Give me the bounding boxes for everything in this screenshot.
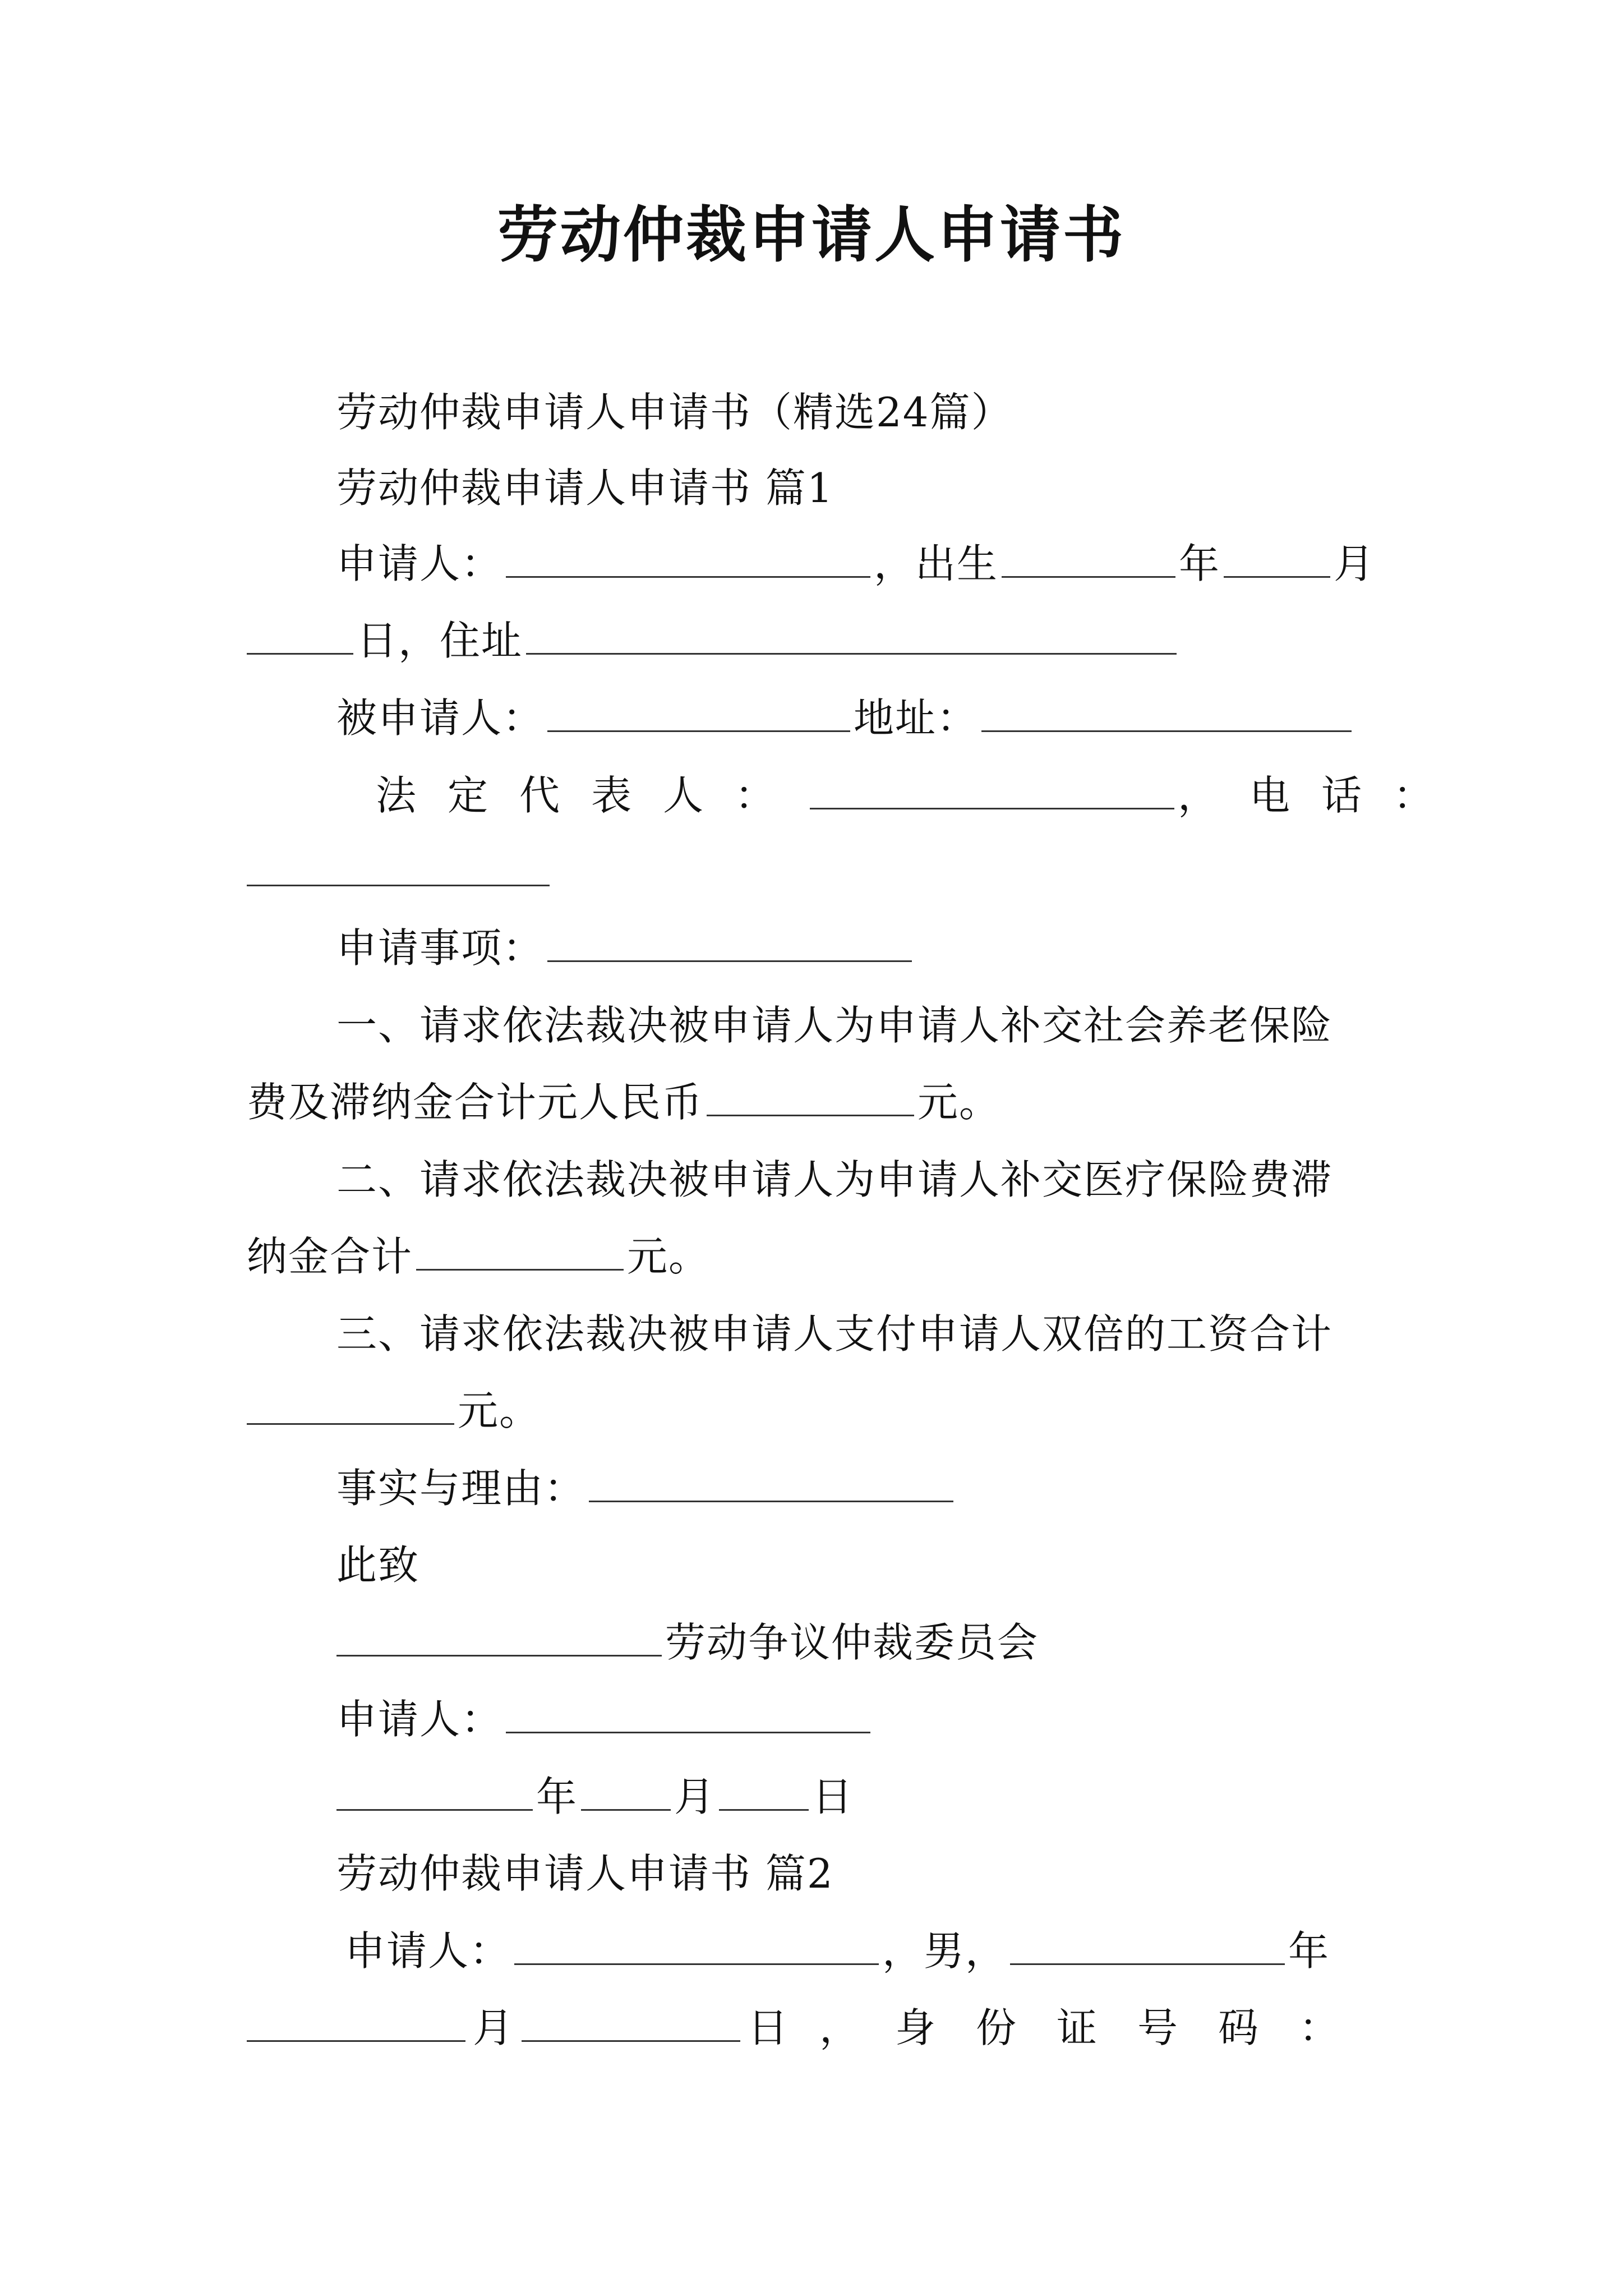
piece2-id-label: 身份证号码： bbox=[895, 2004, 1380, 2051]
document-title: 劳动仲裁申请人申请书 bbox=[497, 200, 1126, 270]
facts-label: 事实与理由： bbox=[336, 1465, 586, 1512]
phone-line bbox=[247, 844, 553, 900]
item1-text: 费及滞纳金合计元人民币 bbox=[247, 1079, 704, 1126]
piece2-month: 月 bbox=[472, 2004, 514, 2051]
respondent-address-label: 地址： bbox=[854, 694, 979, 742]
piece2-month-blank bbox=[247, 2004, 465, 2042]
item2-text: 纳金合计 bbox=[247, 1233, 413, 1280]
date-year: 年 bbox=[536, 1773, 578, 1820]
date-month: 月 bbox=[674, 1773, 716, 1820]
year-label: 年 bbox=[1179, 540, 1221, 587]
item3-yuan: 元。 bbox=[458, 1387, 541, 1434]
piece2-heading: 劳动仲裁申请人申请书 篇2 bbox=[336, 1850, 834, 1897]
item2-amount-blank bbox=[416, 1233, 624, 1271]
respondent-label: 被申请人： bbox=[336, 694, 545, 742]
signature-label: 申请人： bbox=[336, 1696, 503, 1743]
piece2-applicant-blank bbox=[514, 1927, 879, 1965]
committee-blank bbox=[336, 1619, 662, 1657]
birth-month-blank bbox=[1224, 540, 1330, 578]
date-month-blank bbox=[581, 1773, 671, 1811]
facts-line bbox=[336, 1460, 957, 1516]
phone-blank bbox=[247, 849, 550, 886]
respondent-blank bbox=[547, 694, 850, 732]
phone-label: ，电话： bbox=[1178, 772, 1465, 819]
piece2-day: 日， bbox=[747, 2004, 891, 2051]
legal-rep-blank bbox=[810, 772, 1174, 809]
matters-blank bbox=[547, 924, 912, 962]
piece2-year: 年 bbox=[1288, 1927, 1330, 1975]
piece1-heading: 劳动仲裁申请人申请书 篇1 bbox=[336, 464, 834, 512]
item1-line-a: 一、请求依法裁决被申请人为申请人补交社会养老保险 bbox=[336, 1002, 1333, 1049]
applicant-line bbox=[336, 536, 1375, 592]
committee-label: 劳动争议仲裁委员会 bbox=[665, 1619, 1039, 1666]
piece2-id-line bbox=[247, 2000, 1380, 2056]
subtitle: 劳动仲裁申请人申请书（精选24篇） bbox=[336, 389, 1013, 436]
piece2-applicant-line bbox=[345, 1923, 1330, 1979]
item3-line-b bbox=[247, 1383, 541, 1439]
date-day: 日 bbox=[812, 1773, 854, 1820]
item3-line-a: 三、请求依法裁决被申请人支付申请人双倍的工资合计 bbox=[336, 1310, 1333, 1358]
month-label: 月 bbox=[1334, 540, 1376, 587]
item2-line-b bbox=[247, 1228, 710, 1285]
committee-line bbox=[336, 1614, 1039, 1671]
signature-blank bbox=[506, 1696, 870, 1733]
birth-year-blank bbox=[1002, 540, 1175, 578]
matters-line bbox=[336, 920, 915, 976]
item1-line-b bbox=[247, 1074, 1000, 1130]
item1-amount-blank bbox=[707, 1079, 914, 1116]
respondent-line bbox=[336, 690, 1355, 746]
date-day-blank bbox=[719, 1773, 809, 1811]
birth-day-blank bbox=[247, 617, 353, 655]
day-address-label: 日，住址 bbox=[357, 617, 523, 664]
piece2-day-blank bbox=[522, 2004, 740, 2042]
birth-label: ，出生 bbox=[874, 540, 999, 587]
date-year-blank bbox=[336, 1773, 533, 1811]
date-line bbox=[336, 1769, 854, 1825]
item2-line-a: 二、请求依法裁决被申请人为申请人补交医疗保险费滞 bbox=[336, 1156, 1333, 1203]
piece2-applicant-label: 申请人： bbox=[345, 1927, 511, 1975]
applicant-label: 申请人： bbox=[336, 540, 503, 587]
matters-label: 申请事项： bbox=[336, 924, 545, 972]
salutation: 此致 bbox=[336, 1542, 420, 1589]
applicant-blank bbox=[506, 540, 870, 578]
item2-yuan: 元。 bbox=[627, 1233, 711, 1280]
facts-blank bbox=[589, 1465, 953, 1502]
address-blank bbox=[526, 617, 1177, 655]
piece2-year-blank bbox=[1010, 1927, 1285, 1965]
legal-rep-line bbox=[376, 767, 1465, 823]
piece2-gender: ，男， bbox=[882, 1927, 1007, 1975]
signature-line bbox=[336, 1691, 874, 1747]
respondent-address-blank bbox=[981, 694, 1352, 732]
legal-rep-label: 法定代表人： bbox=[376, 772, 807, 819]
item1-yuan: 元。 bbox=[917, 1079, 1001, 1126]
address-line bbox=[247, 613, 1180, 669]
item3-amount-blank bbox=[247, 1387, 454, 1425]
